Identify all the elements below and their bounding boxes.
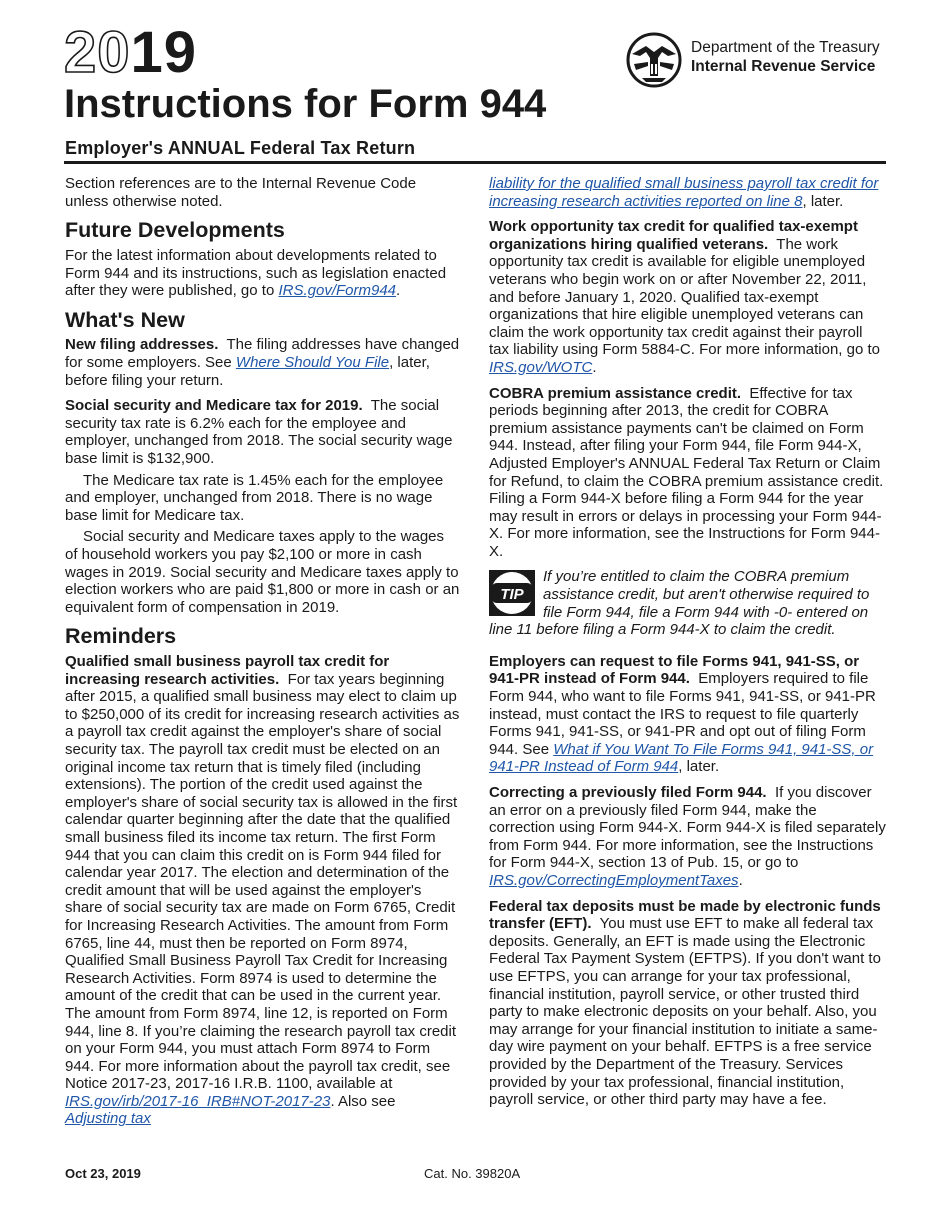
tip-icon [489, 570, 535, 616]
tip-box [489, 568, 886, 638]
file-forms-941-link[interactable]: What if You Want To File Forms 941, 941-SS, or 941-PR Instead of Form 944 [489, 740, 874, 776]
left-column [65, 175, 460, 1136]
intro-paragraph: Section references are to the Internal Revenue Code unless otherwise noted. [65, 175, 417, 210]
irb-notice-link[interactable]: IRS.gov/irb/2017-16_IRB#NOT-2017-23 [65, 1092, 331, 1110]
irs-wotc-link[interactable]: IRS.gov/WOTC [489, 358, 593, 376]
continued-paragraph: liability for the qualified small business payroll tax credit for increasing research activities reported on line 8, later. [489, 175, 879, 210]
whats-new-heading: What's New [65, 307, 185, 332]
page-subtitle: Employer's ANNUAL Federal Tax Return [65, 138, 416, 158]
where-should-you-file-link[interactable]: Where Should You File [235, 354, 390, 371]
ss-medicare-paragraph: Social security and Medicare tax for 2019. The social security tax rate is 6.2% each for the employee and employer, unchanged from 2018. The social security wage base limit is $132,900. [65, 397, 453, 467]
wotc-paragraph: Work opportunity tax credit for qualified tax-exempt organizations hiring qualified veterans. The work opportunity tax credit is available for eligible unemployed veterans who begin work on or after November 22, 2011, and before January 1, 2020. Qualified tax-exempt organizations that hire eligible unemployed veterans can claim the work opportunity tax credit against their payroll tax liability using Form 5884-C. For more information, go to IRS.gov/WOTC. [489, 218, 880, 376]
catalog-number: Cat. No. 39820A [424, 1166, 521, 1181]
request-941-paragraph: Employers can request to file Forms 941, 941-SS, or 941-PR instead of Form 944. Employers required to file Form 944, who want to file Forms 941, 941-SS, or 941-PR instead, must contact the IRS to request to file quarterly Forms 941, 941-SS, or 941-PR and opt out of filing Form 944. See What if You Want To File Forms 941, 941-SS, or 941-PR Instead of Form 944, later. [489, 652, 876, 776]
department-name: Department of the Treasury [691, 39, 880, 56]
correcting-employment-taxes-link[interactable]: IRS.gov/CorrectingEmploymentTaxes [489, 871, 739, 889]
medicare-rate-paragraph: The Medicare tax rate is 1.45% each for the employee and employer, unchanged from 2018. There is no wage base limit for Medicare tax. [65, 471, 444, 524]
household-workers-paragraph: Social security and Medicare taxes apply to the wages of household workers you pay $2,100 or more in cash wages in 2019. Social security and Medicare taxes apply to election workers who are paid $1,800 or more in cash or an equivalent form of compensation in 2019. [65, 528, 460, 616]
footer-date: Oct 23, 2019 [65, 1166, 141, 1181]
tip-text: If you’re entitled to claim the COBRA premium assistance credit, but aren't otherwise required to file Form 944, file a Form 944 with -0- entered on line 11 before filing a Form 944-X to claim the credit. [489, 568, 870, 639]
adjusting-tax-link[interactable]: Adjusting tax [65, 1110, 151, 1128]
adjusting-tax-liability-link[interactable]: liability for the qualified small business payroll tax credit for increasing research activities reported on line 8 [489, 175, 879, 210]
agency-name: Internal Revenue Service [691, 58, 876, 75]
irs-form944-link[interactable]: IRS.gov/Form944 [278, 282, 397, 300]
header-rule [64, 161, 886, 164]
future-developments-heading: Future Developments [65, 218, 285, 243]
future-developments-paragraph: For the latest information about developments related to Form 944 and its instructions, such as legislation enacted after they were published, go to IRS.gov/Form944. [65, 246, 447, 300]
correcting-paragraph: Correcting a previously filed Form 944. If you discover an error on a previously filed Form 944, make the correction using Form 944-X. Form 944-X is filed separately from Form 944. For more information, see the Instructions for Form 944-X, section 13 of Pub. 15, or go to IRS.gov/CorrectingEmploymentTaxes. [489, 784, 886, 889]
tip-label: TIP [500, 586, 524, 604]
year-heading: 2019 [64, 20, 198, 85]
eft-paragraph: Federal tax deposits must be made by electronic funds transfer (EFT). You must use EFT to make all federal tax deposits. Generally, an EFT is made using the Electronic Federal Tax Payment System (EFTPS). If you don't want to use EFTPS, you can arrange for your tax professional, financial institution, payroll service, or other trusted third party to make electronic deposits on your behalf. Also, you may arrange for your financial institution to initiate a same-day wire payment on your behalf. EFTPS is a free service provided by the Department of the Treasury. Services provided by your tax professional, financial institution, payroll service, or other third party may have a fee. [489, 897, 881, 1109]
filing-addresses-paragraph: New filing addresses. The filing addresses have changed for some employers. See Where Should You File, later, before filing your return. [65, 336, 460, 389]
irs-eagle-logo-icon [624, 32, 686, 88]
agency-block [624, 32, 886, 88]
cobra-paragraph: COBRA premium assistance credit. Effective for tax periods beginning after 2013, the credit for COBRA premium assistance payments can't be claimed on Form 944. Instead, after filing your Form 944, file Form 944-X, Adjusted Employer's ANNUAL Federal Tax Return or Claim for Refund, to claim the COBRA premium assistance credit. Filing a Form 944-X before filing a Form 944 for the year may result in errors or delays in processing your Form 944-X. For more information, see the Instructions for Form 944-X. [489, 384, 884, 560]
right-column [489, 175, 886, 1117]
reminders-heading: Reminders [65, 624, 177, 649]
page-title: Instructions for Form 944 [64, 82, 547, 126]
qsb-credit-paragraph: Qualified small business payroll tax credit for increasing research activities. For tax years beginning after 2015, a qualified small business may elect to claim up to $250,000 of its credit for increasing research activities as a payroll tax credit against the employer's share of social security tax. The payroll tax credit must be elected on an original income tax return that is timely filed (including extensions). The portion of the credit used against the employer's share of social security tax is allowed in the first calendar quarter beginning after the date that the qualified small business filed its income tax return. The first Form 944 that you can claim this credit on is Form 944 filed for calendar year 2017. The election and determination of the credit amount that will be used against the employer's share of social security tax are made on Form 6765, Credit for Increasing Research Activities. The amount from Form 6765, line 44, must then be reported on Form 8974, Qualified Small Business Payroll Tax Credit for Increasing Research Activities. Form 8974 is used to determine the amount of the credit that can be used in the current year. The amount from Form 8974, line 12, is reported on Form 944, line 8. If you’re claiming the research payroll tax credit on your Form 944, you must attach Form 8974 to Form 944. For more information about the payroll tax credit, see Notice 2017-23, 2017-16 I.R.B. 1100, available at IRS.gov/irb/2017-16_IRB#NOT-2017-23. Also see Adjusting tax [65, 653, 460, 1128]
